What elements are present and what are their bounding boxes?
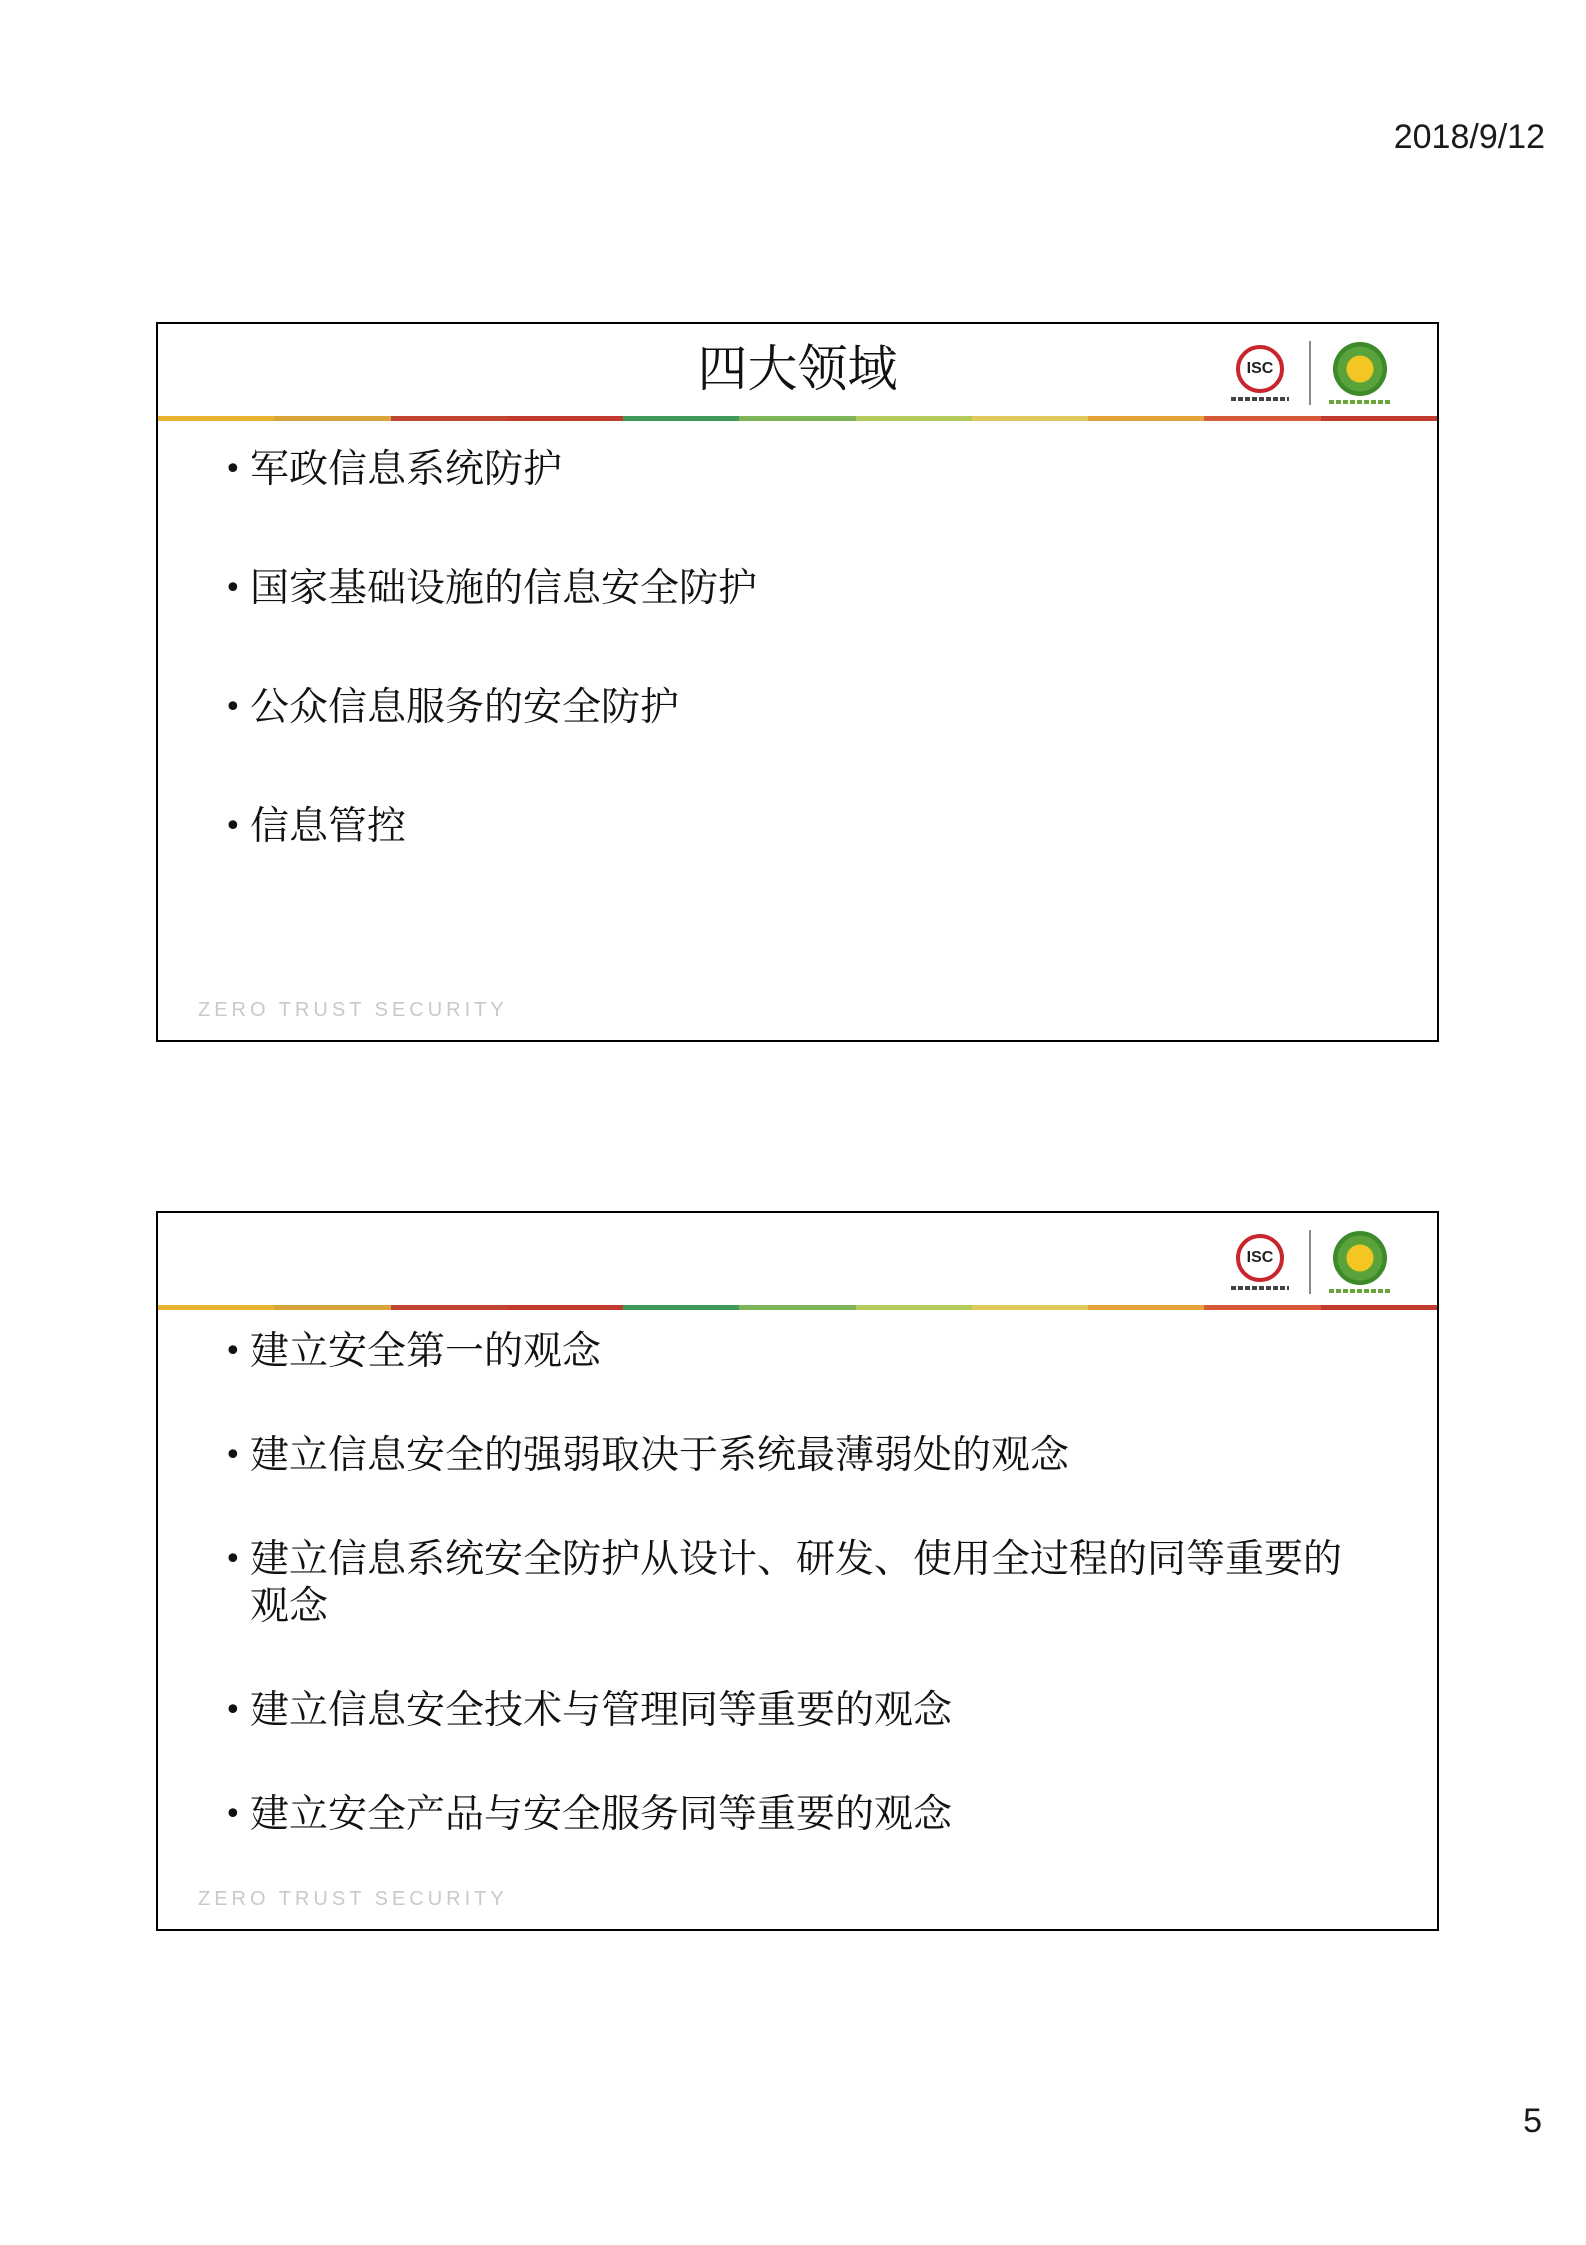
rule-segment xyxy=(972,1305,1088,1310)
bullet-item: • 公众信息服务的安全防护 xyxy=(224,684,1357,731)
bullet-item: • 国家基础设施的信息安全防护 xyxy=(224,565,1357,612)
rule-segment xyxy=(1088,416,1204,421)
rule-segment xyxy=(391,416,507,421)
bullet-item: • 建立信息安全的强弱取决于系统最薄弱处的观念 xyxy=(224,1432,1357,1479)
header-logos xyxy=(1225,1227,1395,1297)
isc-logo-caption xyxy=(1231,397,1289,401)
emblem-icon xyxy=(1333,1231,1387,1285)
bullet-item: • 建立信息系统安全防护从设计、研发、使用全过程的同等重要的观念 xyxy=(224,1536,1357,1630)
bullet-item: • 建立安全第一的观念 xyxy=(224,1328,1357,1375)
rule-segment xyxy=(158,416,274,421)
rule-segment xyxy=(856,1305,972,1310)
page-date: 2018/9/12 xyxy=(1393,118,1545,156)
bullet-item: • 军政信息系统防护 xyxy=(224,446,1357,493)
isc-logo xyxy=(1225,345,1295,401)
emblem-icon xyxy=(1333,342,1387,396)
rule-segment xyxy=(1321,416,1437,421)
emblem-logo-caption xyxy=(1329,1289,1391,1293)
header-logos xyxy=(1225,338,1395,408)
rule-segment xyxy=(274,416,390,421)
rule-segment xyxy=(972,416,1088,421)
footer-watermark: ZERO TRUST SECURITY xyxy=(198,1888,508,1910)
rule-segment xyxy=(1321,1305,1437,1310)
isc-logo xyxy=(1225,1234,1295,1290)
rule-segment xyxy=(158,1305,274,1310)
slide-2 xyxy=(156,1211,1439,1931)
bullet-list xyxy=(224,1328,1357,1895)
rule-segment xyxy=(507,1305,623,1310)
logo-divider xyxy=(1309,1230,1311,1294)
bullet-list xyxy=(224,446,1357,922)
rule-segment xyxy=(1204,1305,1320,1310)
isc-logo-mark: ISC xyxy=(1236,1234,1284,1282)
rule-segment xyxy=(1088,1305,1204,1310)
header-rule xyxy=(158,416,1437,421)
emblem-logo xyxy=(1325,342,1395,404)
emblem-logo xyxy=(1325,1231,1395,1293)
rule-segment xyxy=(623,416,739,421)
logo-divider xyxy=(1309,341,1311,405)
page-number: 5 xyxy=(1523,2102,1542,2140)
rule-segment xyxy=(1204,416,1320,421)
emblem-logo-caption xyxy=(1329,400,1391,404)
slide-1 xyxy=(156,322,1439,1042)
isc-logo-caption xyxy=(1231,1286,1289,1290)
bullet-item: • 信息管控 xyxy=(224,803,1357,850)
footer-watermark: ZERO TRUST SECURITY xyxy=(198,999,508,1021)
rule-segment xyxy=(739,416,855,421)
bullet-item: • 建立信息安全技术与管理同等重要的观念 xyxy=(224,1687,1357,1734)
rule-segment xyxy=(856,416,972,421)
bullet-item: • 建立安全产品与安全服务同等重要的观念 xyxy=(224,1791,1357,1838)
header-rule xyxy=(158,1305,1437,1310)
isc-logo-mark: ISC xyxy=(1236,345,1284,393)
rule-segment xyxy=(623,1305,739,1310)
rule-segment xyxy=(391,1305,507,1310)
slide-title: 四大领域 xyxy=(697,340,898,398)
rule-segment xyxy=(739,1305,855,1310)
rule-segment xyxy=(274,1305,390,1310)
rule-segment xyxy=(507,416,623,421)
